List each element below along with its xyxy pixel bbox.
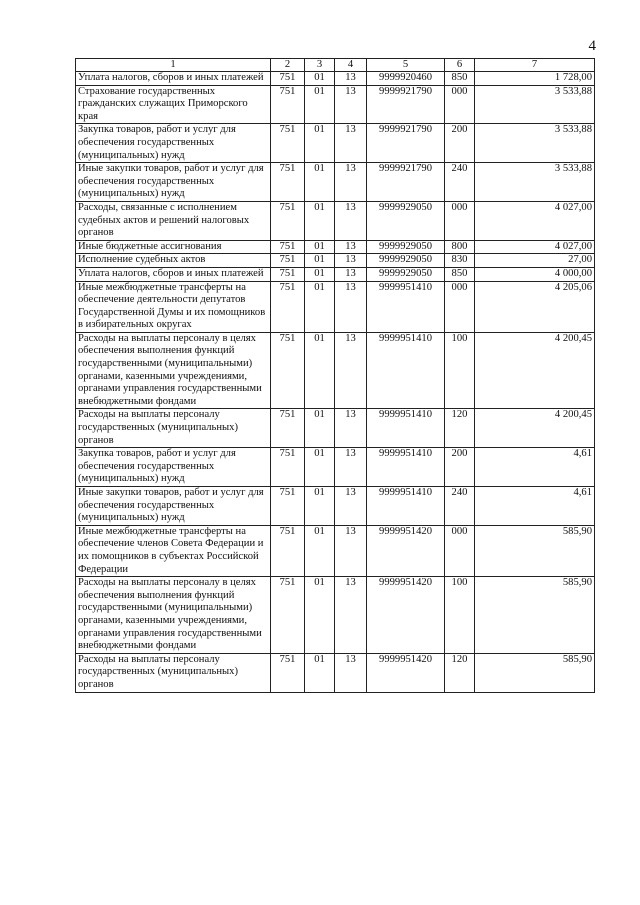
column-header: 3	[305, 59, 335, 72]
table-row	[76, 487, 595, 526]
col4-cell: 13	[335, 653, 367, 692]
row-name-cell: Страхование государственных гражданских служащих Приморского края	[76, 85, 271, 124]
row-name-cell: Иные межбюджетные трансферты на обеспечение членов Совета Федерации и их помощников в субъектах Российской Федерации	[76, 525, 271, 576]
amount-cell: 4 200,45	[475, 332, 595, 409]
col5-cell: 9999951420	[367, 525, 445, 576]
col2-cell: 751	[271, 85, 305, 124]
col5-cell: 9999951420	[367, 577, 445, 654]
amount-cell: 585,90	[475, 525, 595, 576]
col6-cell: 200	[445, 448, 475, 487]
col6-cell: 850	[445, 267, 475, 281]
header-row	[76, 59, 595, 72]
col2-cell: 751	[271, 487, 305, 526]
col4-cell: 13	[335, 448, 367, 487]
col6-cell: 000	[445, 281, 475, 332]
table-body	[76, 72, 595, 693]
table-row	[76, 332, 595, 409]
amount-cell: 4 200,45	[475, 409, 595, 448]
col5-cell: 9999951410	[367, 487, 445, 526]
amount-cell: 4 027,00	[475, 201, 595, 240]
col5-cell: 9999929050	[367, 254, 445, 268]
col2-cell: 751	[271, 409, 305, 448]
column-header: 1	[76, 59, 271, 72]
amount-cell: 4 027,00	[475, 240, 595, 254]
col2-cell: 751	[271, 201, 305, 240]
table-row	[76, 85, 595, 124]
col2-cell: 751	[271, 577, 305, 654]
column-header: 5	[367, 59, 445, 72]
amount-cell: 4 000,00	[475, 267, 595, 281]
table-row	[76, 525, 595, 576]
col5-cell: 9999951410	[367, 281, 445, 332]
col6-cell: 000	[445, 85, 475, 124]
table-row	[76, 124, 595, 163]
col4-cell: 13	[335, 163, 367, 202]
col2-cell: 751	[271, 525, 305, 576]
col5-cell: 9999951410	[367, 448, 445, 487]
col6-cell: 240	[445, 487, 475, 526]
table-row	[76, 72, 595, 86]
row-name-cell: Иные закупки товаров, работ и услуг для обеспечения государственных (муниципальных) нужд	[76, 487, 271, 526]
table-row	[76, 240, 595, 254]
col4-cell: 13	[335, 254, 367, 268]
table-row	[76, 281, 595, 332]
col3-cell: 01	[305, 448, 335, 487]
amount-cell: 27,00	[475, 254, 595, 268]
col4-cell: 13	[335, 124, 367, 163]
row-name-cell: Закупка товаров, работ и услуг для обеспечения государственных (муниципальных) нужд	[76, 124, 271, 163]
row-name-cell: Расходы на выплаты персоналу в целях обеспечения выполнения функций государственными (муниципальными) органами, казенными учреждениями, органами управления государственными внебюджетными фондами	[76, 577, 271, 654]
amount-cell: 3 533,88	[475, 85, 595, 124]
column-header: 4	[335, 59, 367, 72]
row-name-cell: Расходы на выплаты персоналу государственных (муниципальных) органов	[76, 653, 271, 692]
col3-cell: 01	[305, 240, 335, 254]
col3-cell: 01	[305, 332, 335, 409]
table-row	[76, 409, 595, 448]
col3-cell: 01	[305, 653, 335, 692]
col6-cell: 100	[445, 332, 475, 409]
col3-cell: 01	[305, 85, 335, 124]
col4-cell: 13	[335, 525, 367, 576]
row-name-cell: Иные межбюджетные трансферты на обеспечение деятельности депутатов Государственной Думы и их помощников в избирательных округах	[76, 281, 271, 332]
col4-cell: 13	[335, 409, 367, 448]
table-row	[76, 163, 595, 202]
table-row	[76, 653, 595, 692]
col3-cell: 01	[305, 163, 335, 202]
col6-cell: 120	[445, 653, 475, 692]
col5-cell: 9999929050	[367, 267, 445, 281]
col4-cell: 13	[335, 281, 367, 332]
col6-cell: 830	[445, 254, 475, 268]
col4-cell: 13	[335, 267, 367, 281]
table-row	[76, 201, 595, 240]
col2-cell: 751	[271, 163, 305, 202]
row-name-cell: Закупка товаров, работ и услуг для обеспечения государственных (муниципальных) нужд	[76, 448, 271, 487]
amount-cell: 4 205,06	[475, 281, 595, 332]
column-header: 2	[271, 59, 305, 72]
amount-cell: 1 728,00	[475, 72, 595, 86]
col4-cell: 13	[335, 201, 367, 240]
col5-cell: 9999951410	[367, 332, 445, 409]
col4-cell: 13	[335, 85, 367, 124]
col3-cell: 01	[305, 409, 335, 448]
col2-cell: 751	[271, 448, 305, 487]
col5-cell: 9999951420	[367, 653, 445, 692]
col6-cell: 240	[445, 163, 475, 202]
col2-cell: 751	[271, 332, 305, 409]
amount-cell: 4,61	[475, 487, 595, 526]
col6-cell: 100	[445, 577, 475, 654]
col6-cell: 200	[445, 124, 475, 163]
amount-cell: 585,90	[475, 653, 595, 692]
amount-cell: 585,90	[475, 577, 595, 654]
col5-cell: 9999929050	[367, 240, 445, 254]
table-row	[76, 577, 595, 654]
col6-cell: 120	[445, 409, 475, 448]
col3-cell: 01	[305, 124, 335, 163]
page-number: 4	[588, 38, 596, 54]
col5-cell: 9999920460	[367, 72, 445, 86]
row-name-cell: Иные закупки товаров, работ и услуг для обеспечения государственных (муниципальных) нужд	[76, 163, 271, 202]
col2-cell: 751	[271, 254, 305, 268]
column-header: 7	[475, 59, 595, 72]
col6-cell: 000	[445, 201, 475, 240]
amount-cell: 3 533,88	[475, 163, 595, 202]
col5-cell: 9999951410	[367, 409, 445, 448]
col5-cell: 9999921790	[367, 163, 445, 202]
col6-cell: 000	[445, 525, 475, 576]
col2-cell: 751	[271, 240, 305, 254]
row-name-cell: Расходы на выплаты персоналу государственных (муниципальных) органов	[76, 409, 271, 448]
col2-cell: 751	[271, 72, 305, 86]
col6-cell: 800	[445, 240, 475, 254]
col3-cell: 01	[305, 254, 335, 268]
row-name-cell: Уплата налогов, сборов и иных платежей	[76, 72, 271, 86]
row-name-cell: Исполнение судебных актов	[76, 254, 271, 268]
col3-cell: 01	[305, 577, 335, 654]
col5-cell: 9999929050	[367, 201, 445, 240]
col3-cell: 01	[305, 72, 335, 86]
col3-cell: 01	[305, 525, 335, 576]
col4-cell: 13	[335, 72, 367, 86]
col3-cell: 01	[305, 201, 335, 240]
col5-cell: 9999921790	[367, 124, 445, 163]
col2-cell: 751	[271, 281, 305, 332]
col4-cell: 13	[335, 332, 367, 409]
row-name-cell: Расходы на выплаты персоналу в целях обеспечения выполнения функций государственными (муниципальными) органами, казенными учреждениями, органами управления государственными внебюджетными фондами	[76, 332, 271, 409]
table-row	[76, 448, 595, 487]
col5-cell: 9999921790	[367, 85, 445, 124]
table-row	[76, 254, 595, 268]
col4-cell: 13	[335, 487, 367, 526]
col3-cell: 01	[305, 267, 335, 281]
col2-cell: 751	[271, 267, 305, 281]
budget-table	[75, 58, 595, 693]
row-name-cell: Расходы, связанные с исполнением судебных актов и решений налоговых органов	[76, 201, 271, 240]
col3-cell: 01	[305, 487, 335, 526]
col4-cell: 13	[335, 240, 367, 254]
row-name-cell: Уплата налогов, сборов и иных платежей	[76, 267, 271, 281]
row-name-cell: Иные бюджетные ассигнования	[76, 240, 271, 254]
col3-cell: 01	[305, 281, 335, 332]
table-header	[76, 59, 595, 72]
amount-cell: 4,61	[475, 448, 595, 487]
col4-cell: 13	[335, 577, 367, 654]
col6-cell: 850	[445, 72, 475, 86]
col2-cell: 751	[271, 653, 305, 692]
amount-cell: 3 533,88	[475, 124, 595, 163]
column-header: 6	[445, 59, 475, 72]
table-row	[76, 267, 595, 281]
col2-cell: 751	[271, 124, 305, 163]
